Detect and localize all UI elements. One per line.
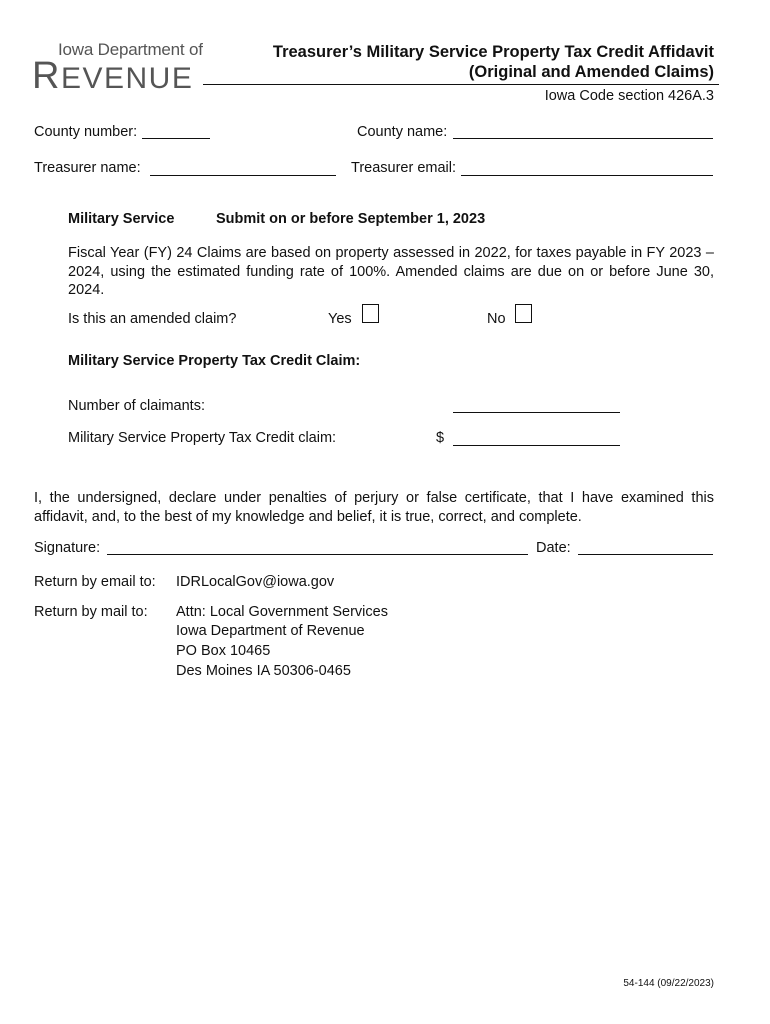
return-email-label: Return by email to:: [34, 574, 156, 590]
claim-heading: Military Service Property Tax Credit Claim:: [68, 353, 361, 369]
treasurer-email-field[interactable]: [461, 175, 713, 176]
currency-symbol: $: [436, 430, 445, 446]
county-name-label: County name:: [357, 124, 448, 140]
address-line: PO Box 10465: [176, 643, 271, 659]
county-number-label: County number:: [34, 124, 138, 140]
no-label: No: [487, 311, 506, 327]
yes-label: Yes: [328, 311, 352, 327]
address-line: Des Moines IA 50306-0465: [176, 663, 351, 679]
treasurer-email-label: Treasurer email:: [351, 160, 457, 176]
return-mail-label: Return by mail to:: [34, 604, 148, 620]
credit-claim-field[interactable]: [453, 445, 620, 446]
title-divider: [203, 84, 719, 85]
address-line: Iowa Department of Revenue: [176, 623, 365, 639]
signature-label: Signature:: [34, 540, 101, 556]
declaration-text: I, the undersigned, declare under penalties of perjury or false certificate, that I have examined this affidavit, and, to the best of my knowledge and belief, it is true, correct, and complete.: [34, 490, 714, 525]
code-section: Iowa Code section 426A.3: [544, 88, 714, 104]
logo-revenue-rest: EVENUE: [60, 62, 194, 95]
fiscal-year-text: Fiscal Year (FY) 24 Claims are based on property assessed in 2022, for taxes payable in FY 2023 – 2024, using the estimated funding rate of 100%. Amended claims are due on or before June 30, 2024.: [68, 245, 714, 298]
logo-revenue-initial: R: [32, 55, 61, 97]
address-line: Attn: Local Government Services: [176, 604, 388, 620]
return-email-address[interactable]: IDRLocalGov@iowa.gov: [176, 574, 335, 590]
no-checkbox[interactable]: [515, 304, 532, 323]
form-number: 54-144 (09/22/2023): [623, 978, 714, 989]
treasurer-name-field[interactable]: [150, 175, 336, 176]
submission-deadline: Submit on or before September 1, 2023: [216, 211, 486, 227]
credit-claim-label: Military Service Property Tax Credit claim:: [68, 430, 337, 446]
amended-question: Is this an amended claim?: [68, 311, 237, 327]
claimants-field[interactable]: [453, 412, 620, 413]
form-title: Treasurer’s Military Service Property Tax Credit Affidavit: [272, 43, 714, 61]
logo-department-text: Iowa Department of: [58, 40, 203, 59]
treasurer-name-label: Treasurer name:: [34, 160, 141, 176]
date-label: Date:: [536, 540, 571, 556]
county-name-field[interactable]: [453, 138, 713, 139]
section-label: Military Service: [68, 211, 175, 227]
form-subtitle: (Original and Amended Claims): [468, 63, 714, 81]
signature-field[interactable]: [107, 554, 528, 555]
yes-checkbox[interactable]: [362, 304, 379, 323]
logo-revenue: [32, 55, 193, 98]
county-number-field[interactable]: [142, 138, 210, 139]
date-field[interactable]: [578, 554, 713, 555]
claimants-label: Number of claimants:: [68, 398, 205, 414]
